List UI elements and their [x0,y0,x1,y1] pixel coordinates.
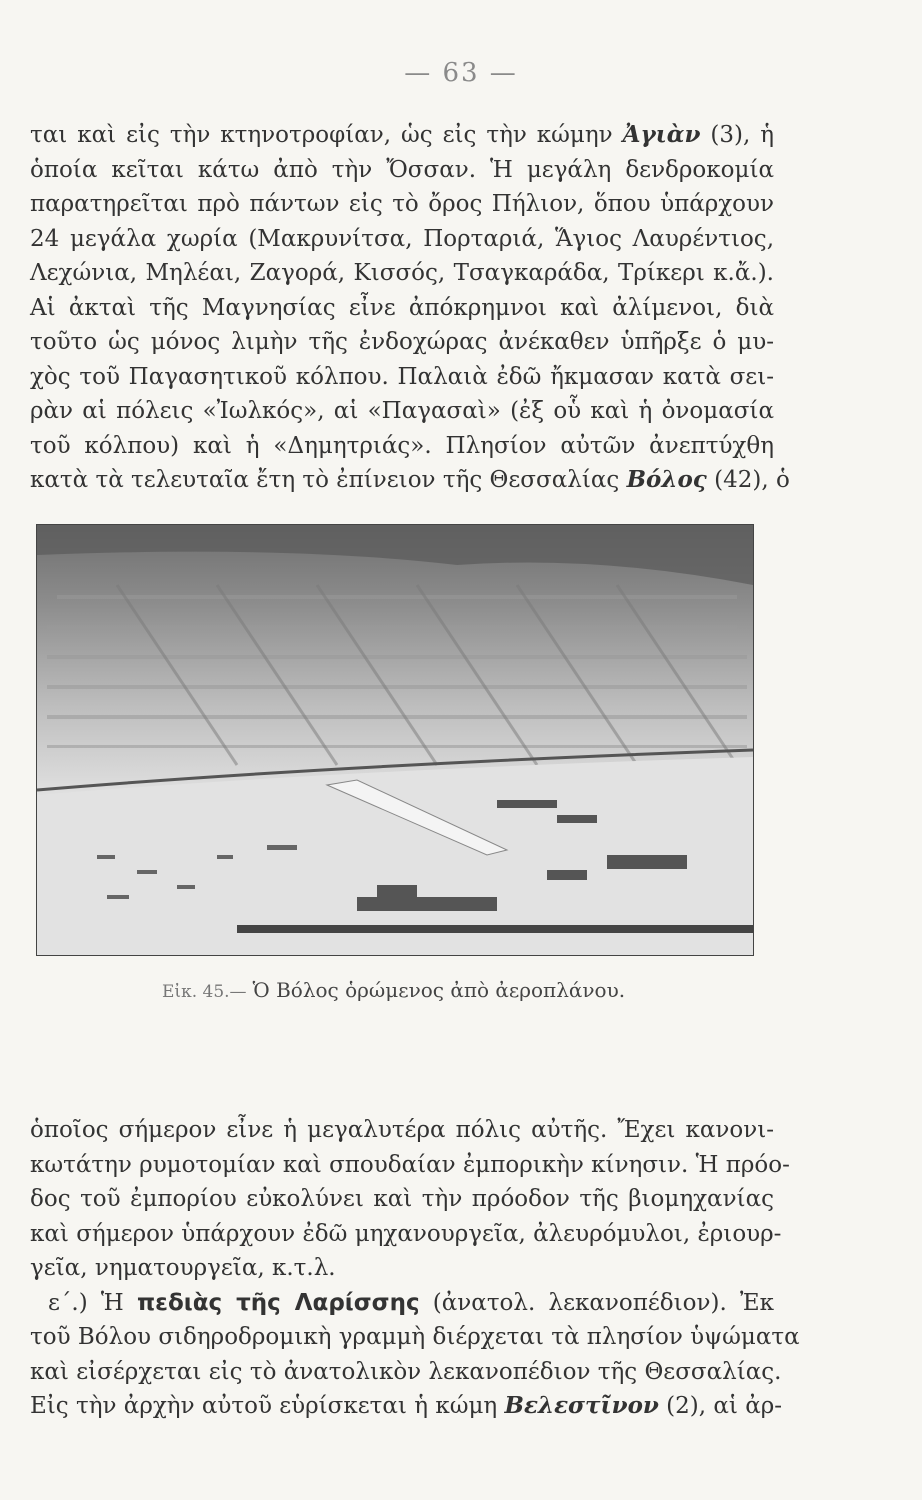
text-segment: χὸς τοῦ Παγασητικοῦ κόλπου. Παλαιὰ ἐδῶ ἤκμασαν κατὰ σει- [30,363,774,390]
text-line [30,325,774,360]
text-line [30,1286,774,1321]
text-segment: τοῦτο ὡς μόνος λιμὴν τῆς ἐνδοχώρας ἀνέκαθεν ὑπῆρξε ὁ μυ- [30,329,774,355]
text-segment: ρὰν αἱ πόλεις «Ἰωλκός», αἱ «Παγασαὶ» (ἐξ οὗ καὶ ἡ ὀνομασία [30,398,774,424]
text-line [30,1251,774,1286]
text-segment: καὶ εἰσέρχεται εἰς τὸ ἀνατολικὸν λεκανοπέδιον τῆς Θεσσαλίας. [30,1358,782,1385]
text-line [30,153,774,188]
text-line [30,1389,783,1424]
paragraph-main [30,118,790,498]
text-line [30,222,774,257]
text-line [30,1148,790,1183]
text-segment: τοῦ Βόλου σιδηροδρομικὴ γραμμὴ διέρχεται τὰ πλησίον ὑψώματα [30,1324,800,1350]
text-segment: γεῖα, νηματουργεῖα, κ.τ.λ. [30,1255,336,1281]
text-segment: τοῦ κόλπου) καὶ ἡ «Δημητριάς». Πλησίον αὐτῶν ἀνεπτύχθη [30,432,774,459]
figure-caption-text: Ὁ Βόλος ὁρώμενος ἀπὸ ἀεροπλάνου. [252,978,626,1002]
text-line [30,1320,800,1355]
place-name-bold: Βελεστῖνον [504,1392,659,1419]
paragraph-larissa-plain [30,1286,800,1424]
photo-volos-aerial [36,524,754,956]
paragraph-volos [30,1113,790,1286]
text-segment: δος τοῦ ἐμπορίου εὐκολύνει καὶ τὴν πρόοδον τῆς βιομηχανίας [30,1186,774,1212]
text-line [30,187,774,222]
text-segment: κατὰ τὰ τελευταῖα ἔτη τὸ ἐπίνειον τῆς Θεσσαλίας [30,467,627,493]
text-segment: ὁποῖος σήμερον εἶνε ἡ μεγαλυτέρα πόλις αὐτῆς. Ἔχει κανονι- [30,1117,774,1143]
text-line [30,394,774,429]
text-segment: Λεχώνια, Μηλέαι, Ζαγορά, Κισσός, Τσαγκαράδα, Τρίκερι κ.ἄ.). [30,260,774,286]
text-line [30,291,774,326]
paragraph-continuation [30,1113,800,1424]
text-segment: ται καὶ εἰς τὴν κτηνοτροφίαν, ὡς εἰς τὴν κώμην [30,122,623,148]
text-line [30,1113,774,1148]
text-line [30,256,774,291]
text-segment: καὶ σήμερον ὑπάρχουν ἐδῶ μηχανουργεῖα, ἀλευρόμυλοι, ἐριουρ- [30,1220,782,1247]
text-segment: 24 μεγάλα χωρία (Μακρυνίτσα, Πορταριά, Ἅγιος Λαυρέντιος, [30,225,774,252]
place-name-bold: Ἀγιὰν [622,121,701,148]
text-line [30,1182,774,1217]
text-line [30,118,774,153]
text-line [30,1355,782,1390]
text-segment: κωτάτην ρυμοτομίαν καὶ σπουδαίαν ἐμπορικὴν κίνησιν. Ἡ πρόο- [30,1151,790,1178]
text-line [30,1217,782,1252]
text-line [30,360,774,395]
text-segment: (42), ὁ [706,467,790,493]
page-number: — 63 — [404,58,518,88]
place-name-bold: Βόλος [626,466,707,493]
text-segment: Εἰς τὴν ἀρχὴν αὐτοῦ εὑρίσκεται ἡ κώμη [30,1393,505,1419]
text-segment: (ἀνατολ. λεκανοπέδιον). Ἐκ [419,1289,774,1316]
text-segment: (3), ἡ [700,122,774,148]
harbor-illustration [37,525,753,955]
text-segment: ὁποία κεῖται κάτω ἀπὸ τὴν Ὄσσαν. Ἡ μεγάλη δενδροκομία [30,156,774,183]
section-heading: πεδιὰς τῆς Λαρίσσης [136,1289,420,1316]
text-segment: ε΄.) Ἡ [48,1289,137,1316]
text-segment: Αἱ ἀκταὶ τῆς Μαγνησίας εἶνε ἀπόκρημνοι καὶ ἀλίμενοι, διὰ [30,294,774,321]
figure-caption [162,978,722,1002]
text-segment: (2), αἱ ἀρ- [658,1393,783,1419]
text-line [30,429,774,464]
text-line [30,463,790,498]
figure-caption-label: Εἰκ. 45.— [162,982,247,1002]
text-segment: παρατηρεῖται πρὸ πάντων εἰς τὸ ὄρος Πήλιον, ὅπου ὑπάρχουν [30,191,774,217]
